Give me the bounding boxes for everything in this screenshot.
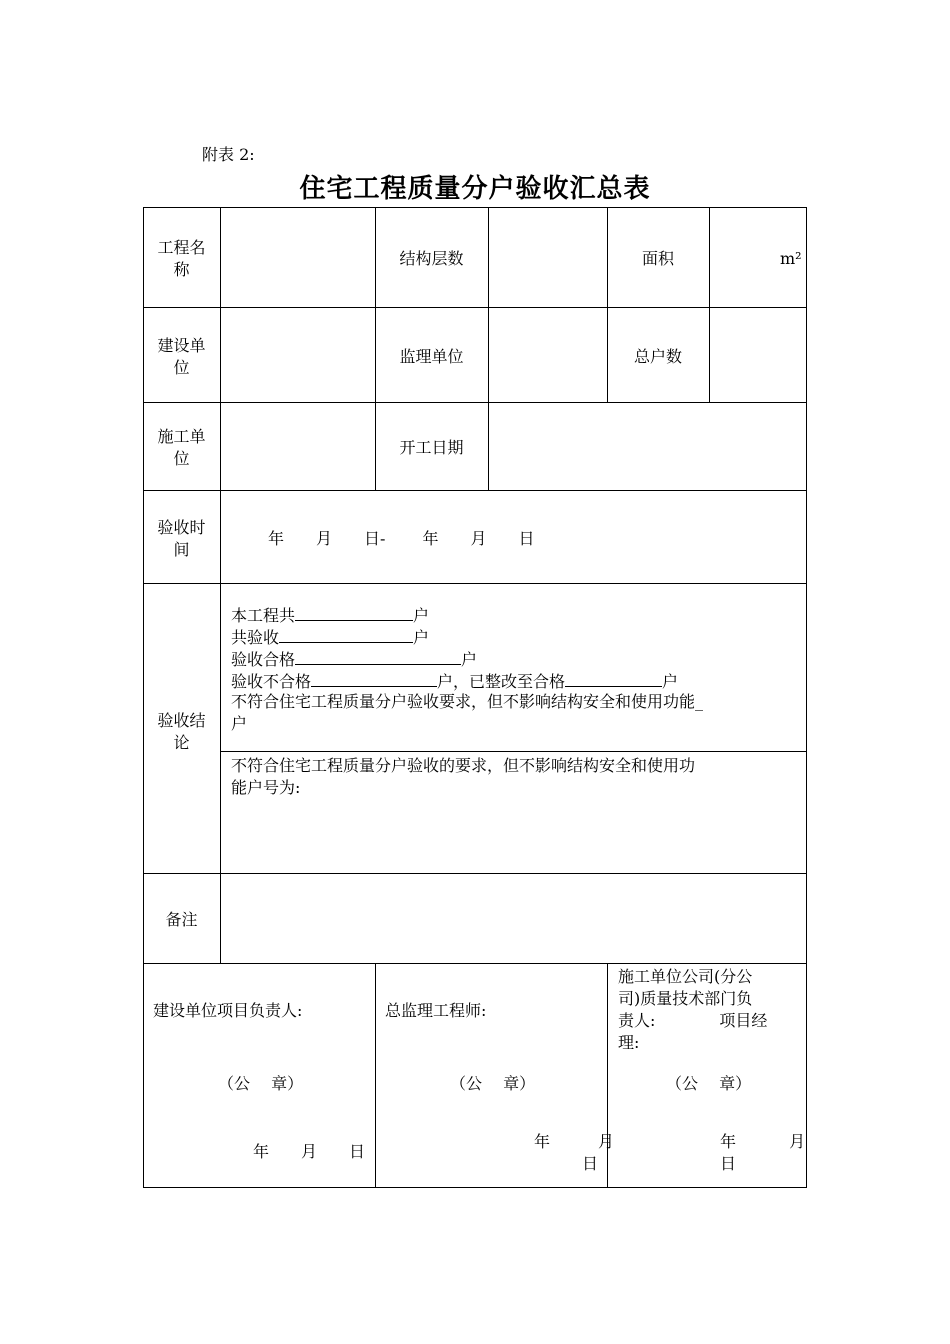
supervisor-label: 监理单位 (399, 347, 464, 366)
contractor-label-1: 施工单 (157, 427, 206, 446)
conclusion-failed-line: 验收不合格 户，已整改至合格 户 (231, 669, 678, 693)
builder-date: 年 月 日 (253, 1142, 366, 1161)
conclusion-noncompliant-line: 不符合住宅工程质量分户验收要求，但不影响结构安全和使用功能_ (231, 692, 704, 711)
contractor-qa-line-4: 理: (618, 1033, 640, 1052)
conclusion-lower-line-1: 不符合住宅工程质量分户验收的要求，但不影响结构安全和使用功 (231, 756, 696, 775)
conclusion-lower-line-2: 能户号为: (231, 778, 301, 797)
conclusion-total-line: 本工程共 户 (231, 603, 429, 627)
contractor-label-2: 位 (173, 449, 190, 468)
area-unit: m² (780, 249, 802, 268)
inspection-time-label-2: 间 (173, 540, 190, 559)
project-name-label-2: 称 (173, 260, 190, 279)
attachment-label: 附表 2: (202, 145, 255, 164)
supervisor-seal: （公 章） (450, 1074, 536, 1093)
contractor-qa-line-1: 施工单位公司(分公 (618, 967, 753, 986)
conclusion-inspected-line: 共验收 户 (231, 625, 429, 649)
contractor-qa-line-3: 责人: 项目经 (618, 1011, 768, 1030)
structure-floors-label: 结构层数 (399, 249, 464, 268)
contractor-date-ym: 年 月 (720, 1132, 806, 1151)
supervisor-date-ym: 年 月 (534, 1132, 615, 1151)
inspection-time-label-1: 验收时 (157, 518, 206, 537)
builder-head-label: 建设单位项目负责人: (153, 1001, 303, 1020)
builder-label-1: 建设单 (157, 336, 206, 355)
contractor-seal: （公 章） (666, 1074, 752, 1093)
area-label: 面积 (641, 249, 674, 268)
conclusion-passed-line: 验收合格 户 (231, 647, 477, 671)
builder-seal: （公 章） (218, 1074, 304, 1093)
start-date-label: 开工日期 (399, 438, 464, 457)
total-households-label: 总户数 (633, 347, 682, 366)
remark-label: 备注 (165, 910, 198, 929)
contractor-date-day: 日 (720, 1154, 737, 1173)
conclusion-label-2: 论 (173, 733, 190, 752)
builder-label-2: 位 (173, 358, 190, 377)
inspection-time-value: 年 月 日- 年 月 日 (268, 529, 535, 548)
contractor-qa-line-2: 司)质量技术部门负 (618, 989, 753, 1008)
conclusion-noncompliant-unit: 户 (231, 714, 248, 733)
project-name-label-1: 工程名 (157, 238, 206, 257)
form-title: 住宅工程质量分户验收汇总表 (299, 174, 651, 204)
chief-supervisor-label: 总监理工程师: (385, 1001, 487, 1020)
supervisor-date-day: 日 (582, 1154, 599, 1173)
conclusion-label-1: 验收结 (157, 711, 206, 730)
